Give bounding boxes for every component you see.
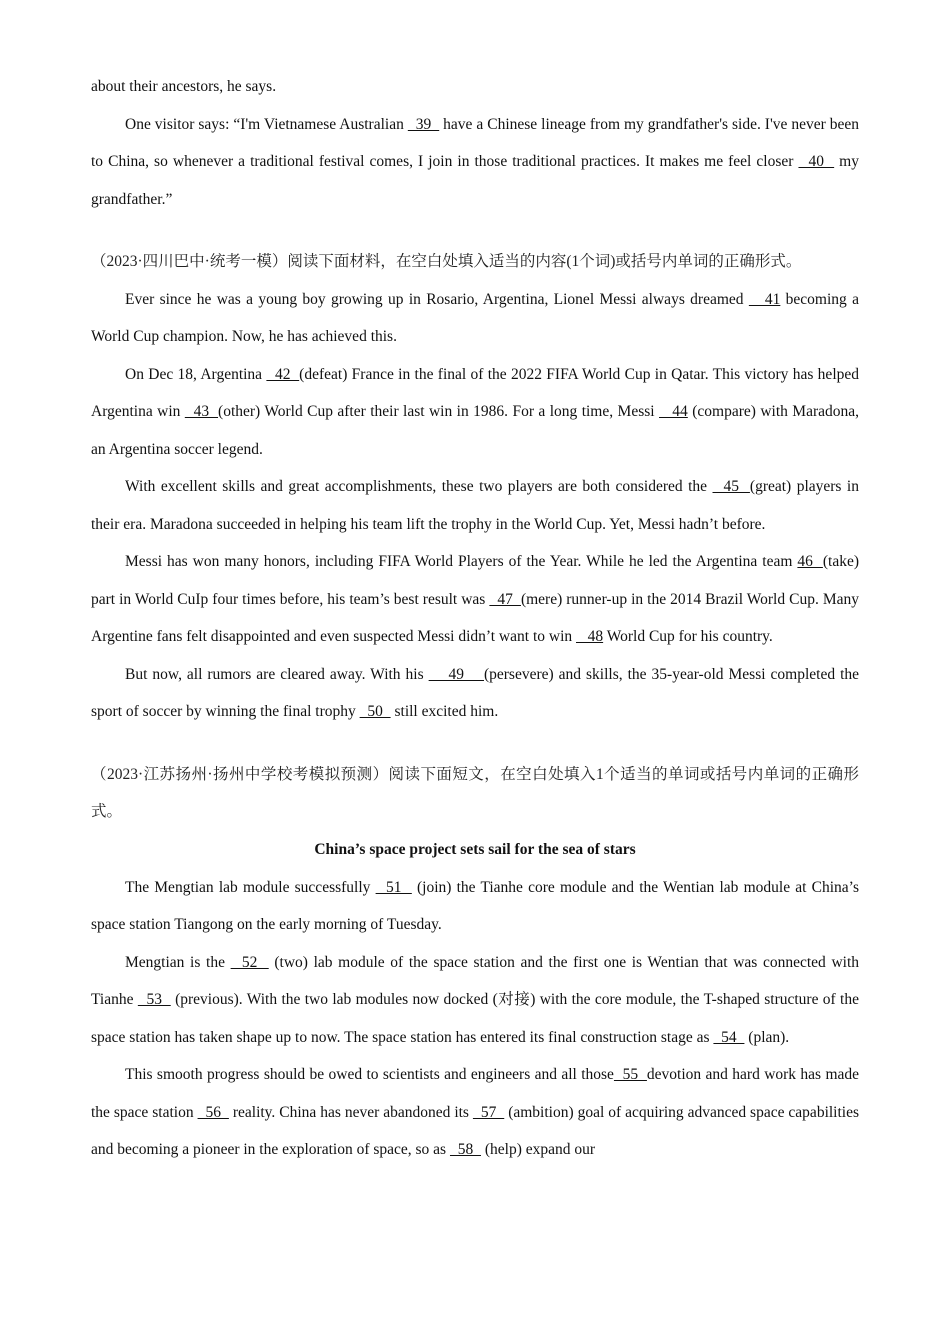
text-run: The Mengtian lab module successfully bbox=[125, 878, 376, 896]
text-run: (two) lab module of the space station and the first one is Wentian that was connected with Tianhe bbox=[91, 953, 860, 1008]
passage3-instruction: （2023·江苏扬州·扬州中学校考模拟预测）阅读下面短文，在空白处填入1个适当的单词或括号内单词的正确形式。 bbox=[91, 765, 859, 820]
passage2-instruction: （2023·四川巴中·统考一模）阅读下面材料，在空白处填入适当的内容(1个词)或括号内单词的正确形式。 bbox=[91, 253, 802, 270]
text-run: Ever since he was a young boy growing up in Rosario, Argentina, Lionel Messi always dreamed bbox=[125, 290, 749, 308]
text-run: (mere) runner-up in the 2014 Brazil World Cup. Many Argentine fans felt disappointed and even suspected Messi didn’t want to win bbox=[91, 590, 860, 645]
text-run: One visitor says: “I'm Vietnamese Australian bbox=[125, 115, 408, 133]
passage3-title: China’s space project sets sail for the sea of stars bbox=[314, 840, 636, 858]
text-run: (compare) with Maradona, an Argentina soccer legend. bbox=[91, 403, 860, 458]
text-run: With excellent skills and great accomplishments, these two players are both considered the bbox=[125, 478, 713, 495]
text-run: But now, all rumors are cleared away. With his bbox=[125, 665, 429, 683]
text-run: becoming a World Cup champion. Now, he has achieved this. bbox=[91, 290, 859, 345]
blank-47[interactable]: 47 bbox=[489, 590, 521, 608]
blank-48[interactable]: 48 bbox=[576, 628, 604, 645]
blank-50[interactable]: 50 bbox=[359, 703, 391, 720]
text-run: (great) players in their era. Maradona succeeded in helping his team lift the trophy in the World Cup. Yet, Messi hadn’t before. bbox=[91, 478, 859, 533]
text-run: (take) part in World CuIp four times before, his team’s best result was bbox=[91, 553, 860, 608]
text-run: devotion and hard work has made the space station bbox=[91, 1066, 860, 1121]
passage3-paragraph-3 bbox=[91, 1056, 859, 1169]
passage3-paragraph-2 bbox=[91, 944, 859, 1057]
text-run: Mengtian is the bbox=[125, 953, 231, 971]
blank-42[interactable]: 42 bbox=[266, 365, 300, 383]
text-run: (join) the Tianhe core module and the Wentian lab module at China’s space station Tiangong on the early morning of Tuesday. bbox=[91, 878, 859, 933]
text-run: reality. China has never abandoned its bbox=[228, 1103, 473, 1121]
text-run: (other) World Cup after their last win in 1986. For a long time, Messi bbox=[218, 403, 660, 420]
passage1-paragraph-0: about their ancestors, he says. bbox=[91, 78, 277, 95]
text-run: This smooth progress should be owed to scientists and engineers and all those bbox=[125, 1066, 614, 1083]
text-run: still excited him. bbox=[390, 703, 499, 720]
text-run: (persevere) and skills, the 35-year-old Messi completed the sport of soccer by winning the final trophy bbox=[91, 665, 859, 720]
blank-45[interactable]: 45 bbox=[712, 478, 750, 495]
passage2-paragraph-4 bbox=[91, 543, 859, 656]
text-run: (defeat) France in the final of the 2022 FIFA World Cup in Qatar. This victory has helped Argentina win bbox=[91, 365, 859, 420]
passage2-paragraph-3 bbox=[91, 468, 859, 543]
blank-46[interactable]: 46 bbox=[797, 553, 823, 570]
text-run: Messi has won many honors, including FIFA World Players of the Year. While he led the Argentina team bbox=[125, 553, 798, 570]
blank-57[interactable]: 57 bbox=[472, 1103, 505, 1121]
document-page bbox=[91, 68, 859, 1169]
passage2-paragraph-2 bbox=[91, 356, 859, 469]
passage3-paragraph-1 bbox=[91, 869, 859, 944]
blank-56[interactable]: 56 bbox=[197, 1103, 229, 1121]
passage2-paragraph-1 bbox=[91, 281, 859, 356]
text-run: On Dec 18, Argentina bbox=[125, 365, 267, 383]
blank-41[interactable]: 41 bbox=[748, 290, 781, 308]
text-run: my grandfather.” bbox=[91, 153, 859, 208]
passage2-paragraph-5 bbox=[91, 656, 859, 731]
blank-58[interactable]: 58 bbox=[449, 1141, 481, 1158]
blank-44[interactable]: 44 bbox=[659, 403, 688, 420]
blank-53[interactable]: 53 bbox=[137, 991, 171, 1008]
text-run: (ambition) goal of acquiring advanced space capabilities and becoming a pioneer in the exploration of space, so as bbox=[91, 1103, 860, 1158]
blank-49[interactable]: 49 bbox=[428, 665, 484, 683]
blank-39[interactable]: 39 bbox=[407, 115, 440, 133]
blank-52[interactable]: 52 bbox=[230, 953, 269, 971]
blank-54[interactable]: 54 bbox=[713, 1028, 745, 1046]
blank-43[interactable]: 43 bbox=[184, 403, 219, 420]
text-run: have a Chinese lineage from my grandfather's side. I've never been to China, so whenever a traditional festival comes, I join in those traditional practices. It makes me feel closer bbox=[91, 115, 860, 170]
text-run: (previous). With the two lab modules now docked (对接) with the core module, the T-shaped structure of the space station has taken shape up to now. The space station has entered its final construction stage as bbox=[91, 991, 859, 1046]
text-run: (plan). bbox=[744, 1028, 790, 1046]
text-run: World Cup for his country. bbox=[603, 628, 773, 645]
blank-40[interactable]: 40 bbox=[798, 153, 835, 170]
blank-51[interactable]: 51 bbox=[375, 878, 412, 896]
text-run: (help) expand our bbox=[480, 1141, 596, 1158]
passage1-paragraph-1 bbox=[91, 106, 859, 219]
blank-55[interactable]: 55 bbox=[613, 1066, 647, 1083]
